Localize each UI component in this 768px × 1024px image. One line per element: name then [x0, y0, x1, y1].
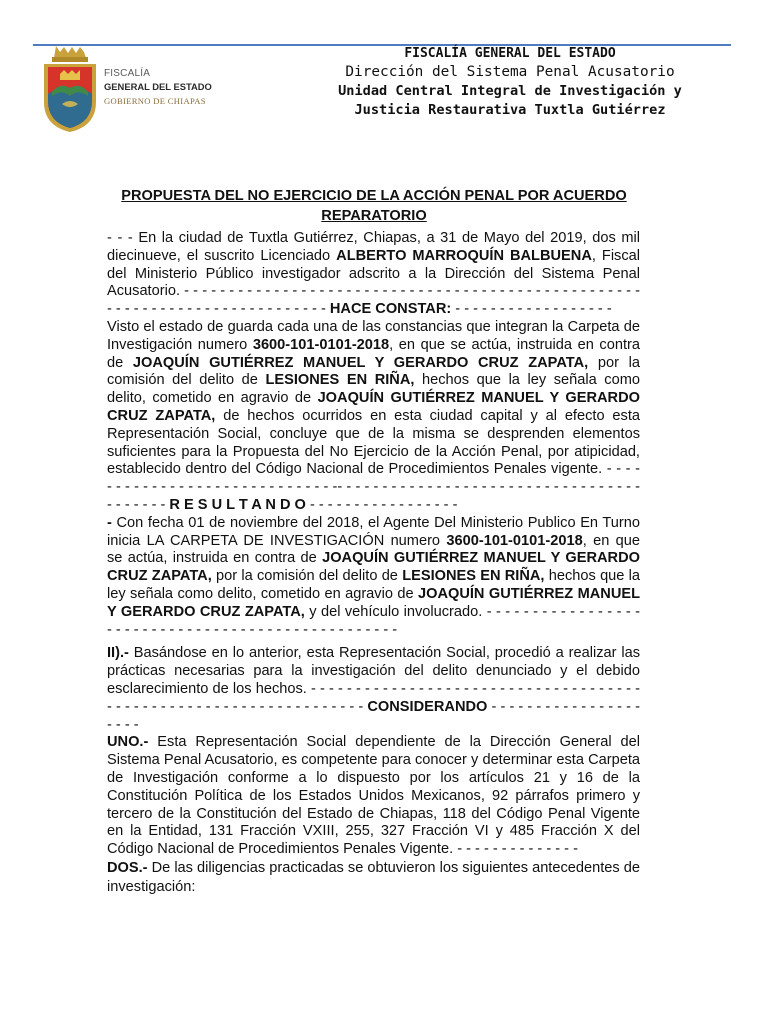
text-run: Esta Representación Social dependiente de la Dirección General del Sistema Penal Acusatorio, es competente para conocer y determinar esta Carpeta de Investigación conforme a lo dispuesto por los artículos 21 y 16 de la Constitución Política de los Estados Unidos Mexicanos, 92 párrafos primero y tercero de la Constitución del Estado de Chiapas, 118 del Código Penal Vigente en la Entidad, 131 Fracción VXIII, 255, 327 Fracción VI y 485 Fracción X del Código Nacional de Procedimientos Penales Vigente. - - - - - - - - - - - - - - — [107, 734, 640, 858]
heading-resultando: R E S U L T A N D O — [169, 496, 306, 513]
document-header — [300, 44, 720, 120]
text-run: Basándose en lo anterior, esta Representación Social, procedió a realizar las prácticas necesarias para la investigación del delito denunciado y el debido esclarecimiento de los hechos. - - - - - - - - - - - - - - - - - - - - - - - - - - - - - - - - - - - - - - - - - - - - - - - - - - - - - - - - - - - - - - - - - - — [107, 645, 640, 715]
document-body — [107, 230, 640, 897]
text-run: , en que se actúa, instruida en contra de — [107, 336, 640, 371]
text-run: de hechos ocurridos en esta ciudad capital y al efecto esta Representación Social, concluye que de la misma se desprenden elementos suficientes para la Propuesta del No Ejercicio de la Acción Penal, por atipicidad, establecido dentro del Código Nacional de Procedimientos Penales vigente. - - - - - - - - - - - - - - - - - - - - - - - - - - - - - -- - - - - - - - - - - - - - - - - - - - - - - - - - - - - - - - - - - - - - - - - — [107, 407, 640, 513]
section-label: UNO.- — [107, 734, 149, 751]
text-run: Con fecha 01 de noviembre del 2018, el Agente Del Ministerio Publico En Turno inicia LA CARPETA DE INVESTIGACIÓN numero — [107, 514, 640, 549]
accused-names: JOAQUÍN GUTIÉRREZ MANUEL Y GERARDO CRUZ ZAPATA, — [132, 354, 589, 371]
section-label: DOS.- — [107, 859, 148, 876]
text-run: - - - - - - - - - - - - - - - - - - - - - — [107, 698, 641, 733]
paragraph-uno — [107, 734, 640, 859]
text-run: - - - En la ciudad de Tuxtla Gutiérrez, Chiapas, a 31 de Mayo del 2019, dos mil diecinueve, el suscrito Licenciado — [107, 230, 640, 264]
chiapas-shield-icon — [38, 44, 102, 136]
text-run: - — [107, 514, 117, 531]
text-run: hechos que la ley señala como delito, cometido en agravio de — [107, 372, 640, 407]
logo-line-1: FISCALÍA — [104, 68, 151, 79]
offense-name: LESIONES EN RIÑA, — [265, 372, 415, 389]
fiscal-name: ALBERTO MARROQUÍN BALBUENA — [336, 247, 592, 264]
header-line-3: Unidad Central Integral de Investigación y — [338, 83, 682, 99]
text-run: , Fiscal del Ministerio Público investigador adscrito a la Dirección del Sistema Penal Acusatorio. - - - - - - - - - - - - - - - - - - - - - - - - - - - - - - - - - - - - - - - - - - - - - - - - - - - - - - - - - - - - - - - - - - - - - - - - - - - - — [107, 247, 641, 318]
heading-considerando: CONSIDERANDO — [367, 698, 488, 715]
paragraph-ii — [107, 645, 640, 734]
text-run: Visto el estado de guarda cada una de las constancias que integran la Carpeta de Investigación numero — [107, 318, 640, 353]
case-number: 3600-101-0101-2018 — [446, 532, 583, 549]
header-line-4: Justicia Restaurativa Tuxtla Gutiérrez — [354, 102, 666, 118]
text-run: por la comisión del delito de — [107, 354, 640, 389]
paragraph-intro — [107, 230, 640, 319]
text-run: por la comisión del delito de — [211, 568, 403, 585]
header-line-1: FISCALÍA GENERAL DEL ESTADO — [404, 46, 616, 61]
text-run: y del vehículo involucrado. - - - - - - - - - - - - - - - - - - - - - - - - - - - - - - - - - - - - - - - - - - - - - - - - - - — [107, 603, 640, 638]
offense-name: LESIONES EN RIÑA, — [402, 568, 545, 585]
logo-line-3: GOBIERNO DE CHIAPAS — [104, 96, 206, 106]
case-number: 3600-101-0101-2018 — [252, 336, 390, 353]
header-line-2: Dirección del Sistema Penal Acusatorio — [345, 64, 675, 80]
text-run: , en que se actúa, instruida en contra de — [107, 532, 640, 567]
victim-names: JOAQUÍN GUTIÉRREZ MANUEL Y GERARDO CRUZ ZAPATA, — [107, 390, 640, 424]
section-label: II).- — [107, 645, 129, 662]
logo-line-2: GENERAL DEL ESTADO — [104, 81, 212, 92]
heading-hace-constar: HACE CONSTAR: — [329, 301, 452, 318]
text-run: hechos que la ley señala como delito, cometido en agravio de — [107, 568, 641, 602]
paragraph-resultando — [107, 515, 640, 640]
document-title: PROPUESTA DEL NO EJERCICIO DE LA ACCIÓN PENAL POR ACUERDO REPARATORIO — [121, 188, 627, 224]
accused-names: JOAQUÍN GUTIÉRREZ MANUEL Y GERARDO CRUZ ZAPATA, — [107, 550, 640, 585]
text-run: - - - - - - - - - - - - - - - - - - — [451, 301, 612, 318]
text-run: - - - - - - - - - - - - - - - - - — [305, 496, 458, 513]
paragraph-dos — [107, 859, 640, 897]
paragraph-visto — [107, 319, 640, 515]
text-run: De las diligencias practicadas se obtuvieron los siguientes antecedentes de investigación: — [107, 859, 640, 895]
logo-wordmark — [104, 68, 212, 109]
victim-names: JOAQUÍN GUTIÉRREZ MANUEL Y GERARDO CRUZ ZAPATA, — [107, 585, 641, 620]
